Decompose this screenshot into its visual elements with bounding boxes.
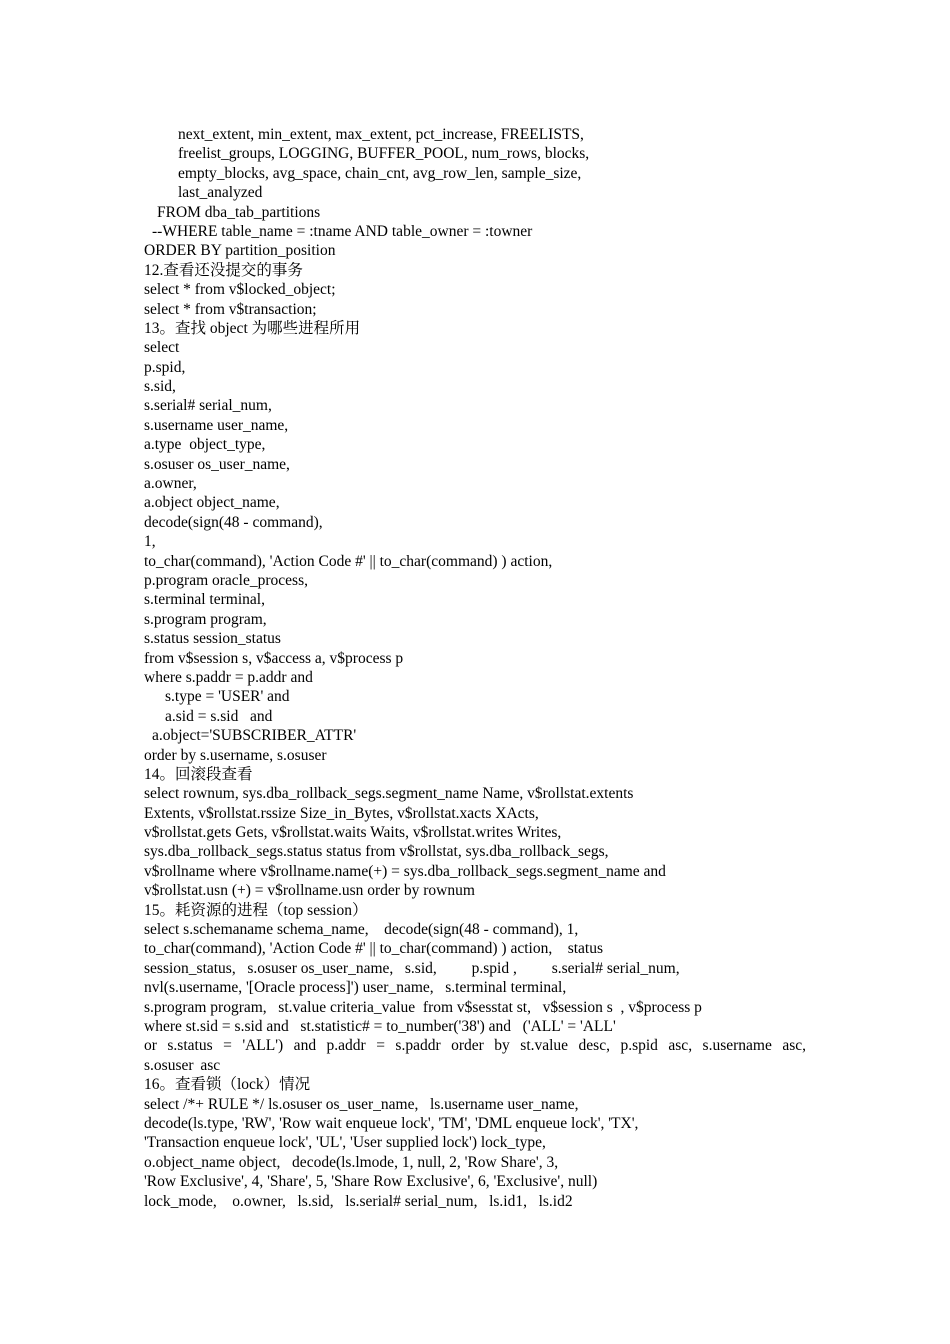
code-line: s.osuser os_user_name, [144,455,290,473]
code-line: 'Transaction enqueue lock', 'UL', 'User supplied lock') lock_type, [144,1134,546,1152]
code-line: a.type object_type, [144,436,266,454]
code-line: v$rollname where v$rollname.name(+) = sys.dba_rollback_segs.segment_name and [144,862,666,880]
code-line: a.object='SUBSCRIBER_ATTR' [152,727,357,745]
code-line: s.status session_status [144,630,281,648]
code-line: sys.dba_rollback_segs.status status from v$rollstat, sys.dba_rollback_segs, [144,843,609,861]
code-line: select * from v$transaction; [144,300,317,318]
section-heading: 13。查找 object 为哪些进程所用 [144,319,361,337]
code-line: freelist_groups, LOGGING, BUFFER_POOL, num_rows, blocks, [178,145,590,163]
code-line: to_char(command), 'Action Code #' || to_char(command) ) action, [144,552,553,570]
code-line: lock_mode, o.owner, ls.sid, ls.serial# serial_num, ls.id1, ls.id2 [144,1192,573,1210]
code-line: last_analyzed [178,184,263,202]
code-line: next_extent, min_extent, max_extent, pct_increase, FREELISTS, [178,126,584,143]
code-line: select s.schemaname schema_name, decode(sign(48 - command), 1, [144,921,579,939]
code-line: where s.paddr = p.addr and [144,668,313,686]
code-line: select * from v$locked_object; [144,281,336,299]
code-line: to_char(command), 'Action Code #' || to_char(command) ) action, status [144,940,604,958]
section-heading: 16。查看锁（lock）情况 [144,1076,311,1094]
code-line: o.object_name object, decode(ls.lmode, 1, null, 2, 'Row Share', 3, [144,1153,559,1171]
code-line: --WHERE table_name = :tname AND table_owner = :towner [152,222,533,240]
code-line: select /*+ RULE */ ls.osuser os_user_name, ls.username user_name, [144,1095,579,1113]
code-line: s.type = 'USER' and [165,688,290,706]
code-line: from v$session s, v$access a, v$process p [144,649,404,667]
code-line: FROM dba_tab_partitions [157,203,321,221]
code-line: 1, [144,533,156,551]
code-line: p.spid, [144,358,186,376]
code-line: s.username user_name, [144,416,289,434]
code-line: v$rollstat.gets Gets, v$rollstat.waits Waits, v$rollstat.writes Writes, [144,824,562,842]
code-line: s.sid, [144,378,176,396]
section-heading: 12.查看还没提交的事务 [144,261,303,279]
code-line: select [144,339,180,357]
section-heading: 15。耗资源的进程（top session） [144,901,368,919]
code-line: select rownum, sys.dba_rollback_segs.segment_name Name, v$rollstat.extents [144,785,634,803]
code-line: ORDER BY partition_position [144,242,336,260]
code-line: decode(ls.type, 'RW', 'Row wait enqueue lock', 'TM', 'DML enqueue lock', 'TX', [144,1114,639,1132]
code-line: a.sid = s.sid and [165,707,273,725]
code-line: empty_blocks, avg_space, chain_cnt, avg_row_len, sample_size, [178,164,582,182]
code-line: s.terminal terminal, [144,591,265,609]
code-line: nvl(s.username, '[Oracle process]') user_name, s.terminal terminal, [144,979,567,997]
code-line: a.owner, [144,475,197,493]
code-line: s.serial# serial_num, [144,397,272,415]
code-line: session_status, s.osuser os_user_name, s.sid, p.spid , s.serial# serial_num, [144,959,680,977]
code-line: v$rollstat.usn (+) = v$rollname.usn order by rownum [144,882,475,900]
code-paragraph: or s.status = 'ALL') and p.addr = s.paddr order by st.value desc, p.spid asc, s.username asc, s.osuser asc [144,1037,806,1074]
code-line: p.program oracle_process, [144,571,308,589]
code-line: decode(sign(48 - command), [144,513,323,531]
code-line: where st.sid = s.sid and st.statistic# = to_number('38') and ('ALL' = 'ALL' [144,1017,616,1035]
code-line: a.object object_name, [144,494,280,512]
section-heading: 14。回滚段查看 [144,765,253,783]
code-line: Extents, v$rollstat.rssize Size_in_Bytes, v$rollstat.xacts XActs, [144,804,539,822]
code-line: 'Row Exclusive', 4, 'Share', 5, 'Share Row Exclusive', 6, 'Exclusive', null) [144,1173,598,1191]
code-line: order by s.username, s.osuser [144,746,327,764]
code-line: s.program program, [144,610,267,628]
code-line: s.program program, st.value criteria_value from v$sesstat st, v$session s , v$process p [144,998,702,1016]
document-body [144,125,806,1211]
